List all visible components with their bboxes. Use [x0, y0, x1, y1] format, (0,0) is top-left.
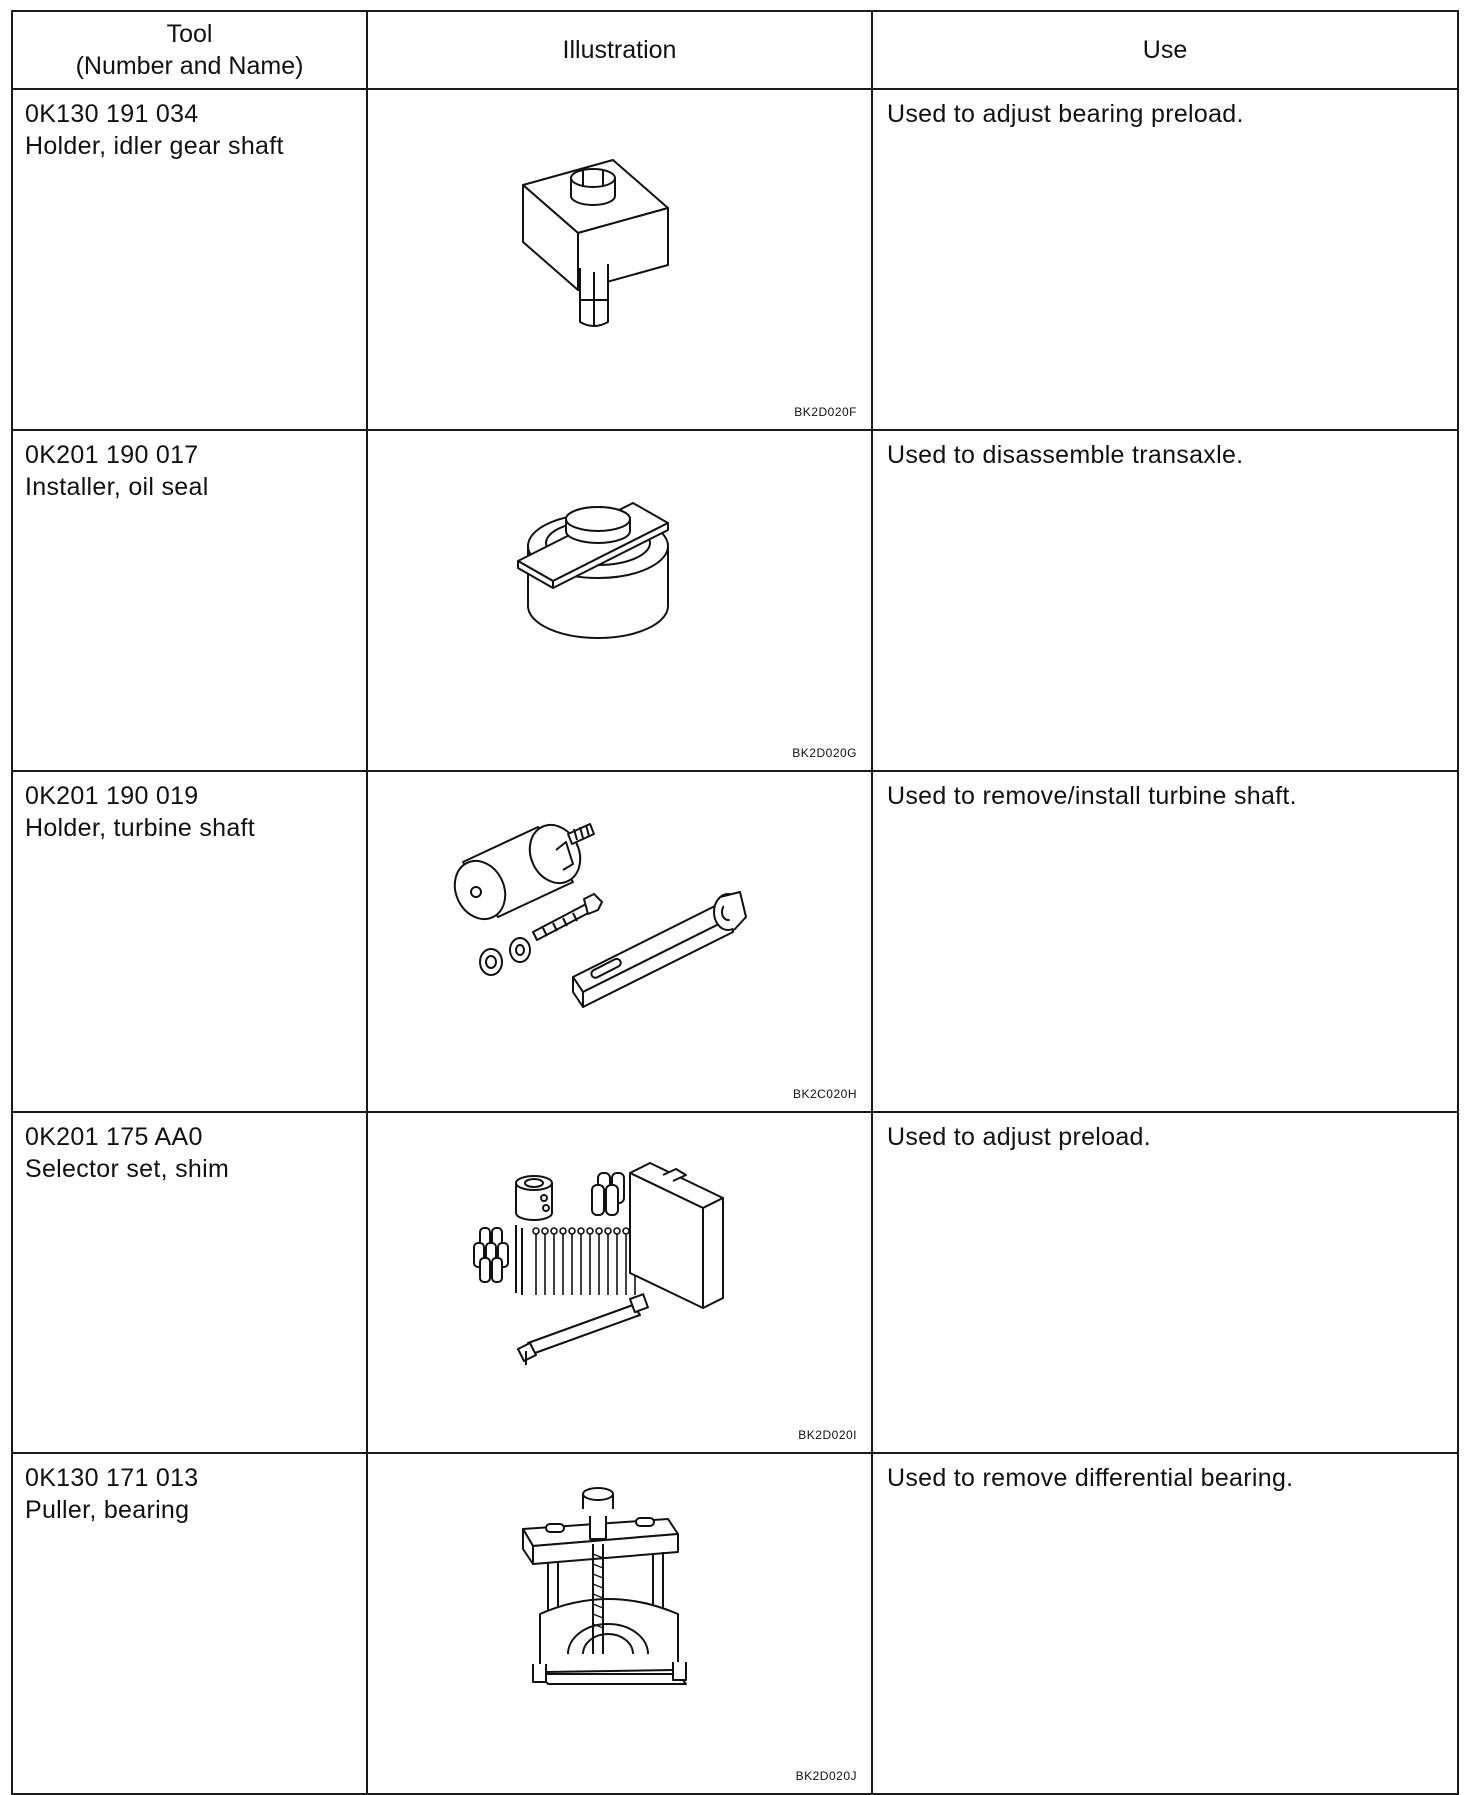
special-tools-table — [11, 10, 1459, 1795]
illustration-code: BK2D020J — [795, 1769, 857, 1783]
tool-number: 0K130 171 013 — [25, 1464, 199, 1492]
header-tool-line1: Tool — [166, 20, 213, 48]
tool-cell — [12, 771, 367, 1112]
idler-gear-shaft-holder-icon — [368, 90, 873, 421]
tool-number: 0K201 190 017 — [25, 441, 199, 469]
bearing-puller-icon — [368, 1454, 873, 1785]
illustration-code: BK2D020I — [798, 1428, 857, 1442]
table-row — [12, 1453, 1458, 1794]
illustration-code: BK2C020H — [792, 1087, 857, 1101]
tool-cell — [12, 89, 367, 430]
shim-selector-set-icon — [368, 1113, 873, 1444]
header-tool-line2: (Number and Name) — [75, 52, 304, 80]
table-row — [12, 89, 1458, 430]
tool-cell — [12, 1453, 367, 1794]
table-row — [12, 771, 1458, 1112]
illustration-cell — [367, 1112, 872, 1453]
tool-name: Selector set, shim — [25, 1155, 230, 1183]
illustration-cell — [367, 771, 872, 1112]
header-use: Use — [872, 11, 1458, 89]
tool-number: 0K201 175 AA0 — [25, 1123, 203, 1151]
use-cell: Used to disassemble transaxle. — [872, 430, 1458, 771]
tool-cell — [12, 1112, 367, 1453]
use-cell: Used to remove differential bearing. — [872, 1453, 1458, 1794]
turbine-shaft-holder-icon — [368, 772, 873, 1103]
tool-name: Holder, idler gear shaft — [25, 132, 284, 160]
table-row — [12, 1112, 1458, 1453]
tool-name: Holder, turbine shaft — [25, 814, 256, 842]
use-cell: Used to adjust preload. — [872, 1112, 1458, 1453]
header-illustration: Illustration — [367, 11, 872, 89]
illustration-code: BK2D020G — [792, 746, 857, 760]
use-cell: Used to remove/install turbine shaft. — [872, 771, 1458, 1112]
table-row — [12, 430, 1458, 771]
header-row — [12, 11, 1458, 89]
illustration-code: BK2D020F — [794, 405, 857, 419]
header-tool — [12, 11, 367, 89]
tool-cell — [12, 430, 367, 771]
tool-number: 0K130 191 034 — [25, 100, 199, 128]
tool-number: 0K201 190 019 — [25, 782, 199, 810]
illustration-cell — [367, 1453, 872, 1794]
illustration-cell — [367, 89, 872, 430]
tool-name: Installer, oil seal — [25, 473, 209, 501]
illustration-cell — [367, 430, 872, 771]
use-cell: Used to adjust bearing preload. — [872, 89, 1458, 430]
tool-name: Puller, bearing — [25, 1496, 190, 1524]
oil-seal-installer-icon — [368, 431, 873, 762]
